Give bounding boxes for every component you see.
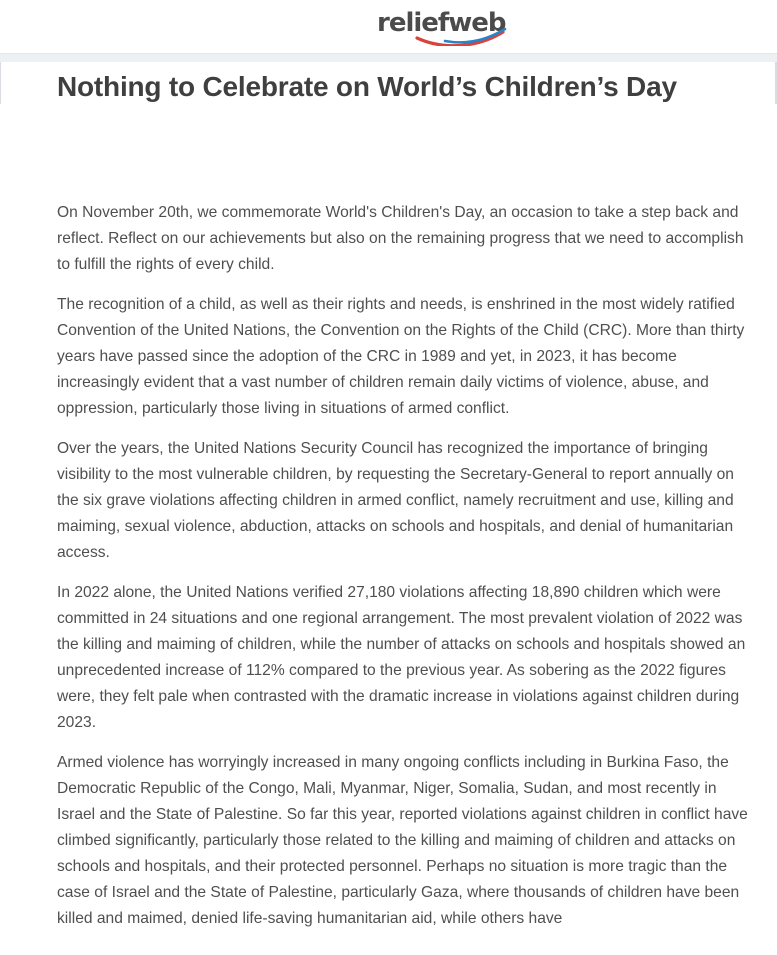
- article-paragraph: Over the years, the United Nations Security Council has recognized the importance of bringing visibility to the most vulnerable children, by requesting the Secretary-General to report annually on the six grave violations affecting children in armed conflict, namely recruitment and use, killing and maiming, sexual violence, abduction, attacks on schools and hospitals, and denial of humanitarian access.: [57, 440, 734, 561]
- article-paragraph: On November 20th, we commemorate World's Children's Day, an occasion to take a step back and reflect. Reflect on our achievements but also on the remaining progress that we need to accomplish to fulfill the rights of every child.: [57, 204, 744, 273]
- article-paragraph: In 2022 alone, the United Nations verified 27,180 violations affecting 18,890 children which were committed in 24 situations and one regional arrangement. The most prevalent violation of 2022 was the killing and maiming of children, while the number of attacks on schools and hospitals showed an unprecedented increase of 112% compared to the previous year. As sobering as the 2022 figures were, they felt pale when contrasted with the dramatic increase in violations against children during 2023.: [57, 584, 746, 731]
- logo-swoosh-icon: [415, 26, 507, 46]
- page-title: Nothing to Celebrate on World’s Children’s Day: [57, 71, 677, 102]
- site-header: [0, 0, 777, 54]
- article-paragraph: The recognition of a child, as well as their rights and needs, is enshrined in the most widely ratified Convention of the United Nations, the Convention on the Rights of the Child (CRC). More than thirty years have passed since the adoption of the CRC in 1989 and yet, in 2023, it has become increasingly evident that a vast number of children remain daily victims of violence, abuse, and oppression, particularly those living in situations of armed conflict.: [57, 296, 745, 417]
- article-paragraph: Armed violence has worryingly increased in many ongoing conflicts including in Burkina Faso, the Democratic Republic of the Congo, Mali, Myanmar, Niger, Somalia, Sudan, and most recently in Israel and the State of Palestine. So far this year, reported violations against children in conflict have climbed significantly, particularly those related to the killing and maiming of children and attacks on schools and hospitals, and their protected personnel. Perhaps no situation is more tragic than the case of Israel and the State of Palestine, particularly Gaza, where thousands of children have been killed and maimed, denied life-saving humanitarian aid, while others have: [57, 754, 748, 927]
- header-divider-bar: [0, 54, 777, 62]
- article-body: [57, 200, 757, 946]
- reliefweb-logo[interactable]: [377, 6, 507, 46]
- content-edge-left: [0, 62, 1, 104]
- logo-wordmark: reliefweb: [377, 8, 506, 38]
